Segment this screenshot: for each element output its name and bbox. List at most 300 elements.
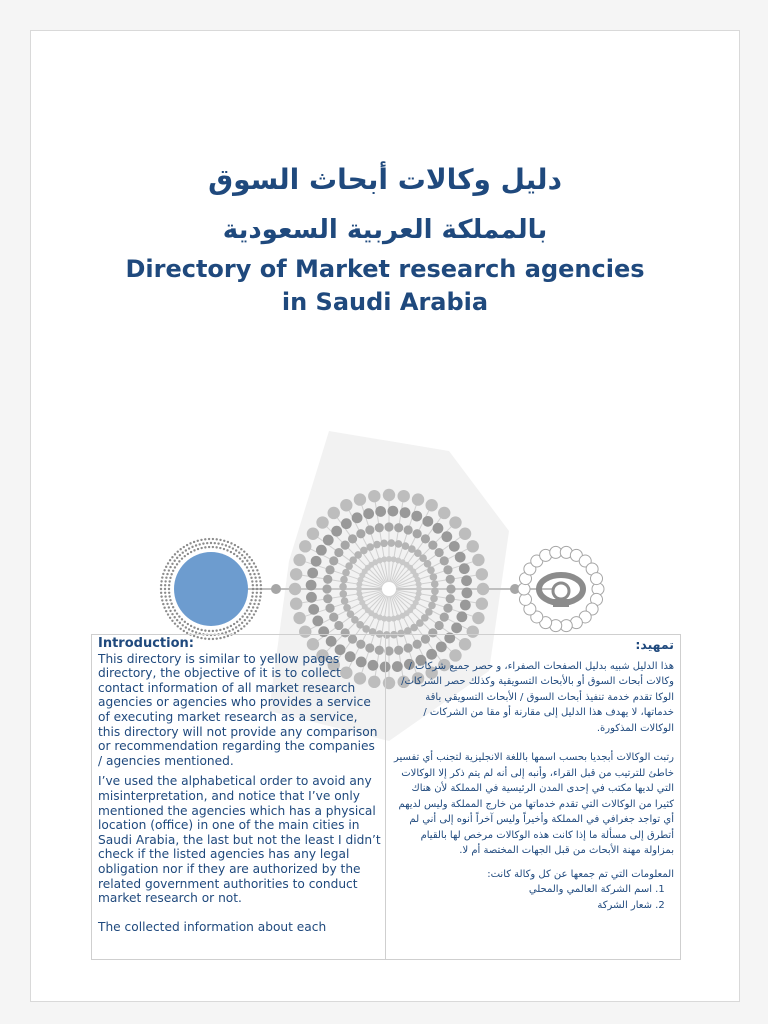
ring-dot: [235, 549, 237, 551]
introduction-panel: [91, 634, 681, 960]
burst-dot: [462, 587, 473, 598]
ring-dot: [239, 557, 241, 559]
burst-dot: [413, 529, 422, 538]
ring-dot: [254, 599, 256, 601]
intro-para-en: The collected information about each: [98, 919, 327, 934]
ring-dot: [160, 584, 162, 586]
burst-dot: [461, 575, 472, 586]
ring-dot: [182, 624, 184, 626]
ring-dot: [259, 595, 261, 597]
ring-dot: [165, 577, 167, 579]
ring-dot: [181, 557, 183, 559]
burst-dot: [334, 621, 343, 630]
ring-dot: [165, 566, 167, 568]
burst-dot: [323, 535, 334, 546]
ring-dot: [164, 595, 166, 597]
burst-dot: [323, 575, 332, 584]
ring-dot: [195, 544, 197, 546]
burst-dot: [341, 518, 352, 529]
ring-dot: [204, 629, 206, 631]
ring-dot: [246, 566, 248, 568]
burst-dot: [404, 525, 413, 534]
ring-dot: [251, 580, 253, 582]
ring-dot: [240, 548, 242, 550]
burst-dot: [422, 516, 433, 527]
burst-dot: [290, 568, 302, 580]
ring-dot: [244, 557, 246, 559]
ring-dot: [162, 573, 164, 575]
list-item: 2. شعار الشركة: [390, 898, 652, 914]
ring-dot: [171, 563, 173, 565]
burst-dot: [387, 539, 395, 547]
list-intro-ar: المعلومات التي تم جمعها عن كل وكالة كانت:: [487, 868, 674, 880]
ring-dot: [232, 628, 234, 630]
ring-dot: [184, 555, 186, 557]
ring-dot: [230, 625, 232, 627]
burst-dot: [356, 529, 365, 538]
burst-dot: [341, 597, 349, 605]
ring-dot: [169, 610, 171, 612]
burst-dot: [293, 554, 305, 566]
burst-dot: [449, 516, 461, 528]
ring-dot: [208, 630, 210, 632]
ring-dot: [248, 556, 250, 558]
ring-dot: [204, 538, 206, 540]
burst-dot: [425, 499, 437, 511]
ring-dot: [226, 549, 228, 551]
ring-dot: [244, 612, 246, 614]
ring-dot: [164, 588, 166, 590]
ring-dot: [184, 621, 186, 623]
ring-dot: [241, 554, 243, 556]
ring-dot: [246, 560, 248, 562]
burst-dot: [375, 506, 386, 517]
ring-dot: [234, 544, 236, 546]
document-page: [30, 30, 740, 1002]
ring-dot: [236, 555, 238, 557]
ring-dot: [252, 569, 254, 571]
burst-dot: [443, 604, 452, 613]
ring-dot: [173, 616, 175, 618]
column-divider: [385, 635, 386, 959]
ring-dot: [197, 628, 199, 630]
ring-dot: [169, 566, 171, 568]
burst-dot: [446, 575, 455, 584]
burst-dot: [306, 580, 317, 591]
ring-dot: [161, 599, 163, 601]
burst-dot: [460, 600, 471, 611]
burst-dot: [328, 507, 340, 519]
ring-dot: [243, 625, 245, 627]
burst-dot: [325, 604, 334, 613]
ring-dot: [228, 630, 230, 632]
title-arabic-line1: دليل وكالات أبحاث السوق: [208, 163, 562, 196]
ring-dot: [246, 616, 248, 618]
ring-dot: [227, 541, 229, 543]
ring-dot: [183, 546, 185, 548]
ring-dot: [174, 553, 176, 555]
ring-dot: [186, 544, 188, 546]
burst-dot: [368, 490, 380, 502]
ring-dot: [216, 538, 218, 540]
ring-dot: [212, 546, 214, 548]
burst-dot: [340, 499, 352, 511]
burst-dot: [311, 556, 322, 567]
ring-dot: [177, 625, 179, 627]
ring-dot: [260, 584, 262, 586]
ring-dot: [162, 603, 164, 605]
telephone-icon: [539, 575, 583, 607]
ring-dot: [173, 560, 175, 562]
ring-dot: [258, 599, 260, 601]
ring-dot: [230, 551, 232, 553]
ring-dot: [174, 622, 176, 624]
ring-dot: [232, 547, 234, 549]
ring-dot: [219, 539, 221, 541]
ring-dot: [226, 626, 228, 628]
ring-dot: [202, 542, 204, 544]
burst-dot: [325, 565, 334, 574]
burst-dot: [456, 611, 467, 622]
ring-dot: [244, 563, 246, 565]
ring-dot: [253, 573, 255, 575]
ring-dot: [164, 580, 166, 582]
burst-dot: [421, 534, 430, 543]
ring-dot: [191, 630, 193, 632]
ring-dot: [255, 595, 257, 597]
ring-dot: [255, 566, 257, 568]
ring-dot: [174, 566, 176, 568]
burst-dot: [443, 565, 452, 574]
ring-dot: [167, 613, 169, 615]
ring-dot: [237, 630, 239, 632]
ring-dot: [214, 542, 216, 544]
burst-dot: [334, 548, 343, 557]
burst-dot: [366, 543, 374, 551]
ring-dot: [170, 603, 172, 605]
ring-dot: [163, 569, 165, 571]
burst-dot: [412, 493, 424, 505]
list-item: 1. اسم الشركة العالمي والمحلي: [390, 882, 652, 898]
ring-dot: [250, 610, 252, 612]
burst-dot: [431, 587, 439, 595]
ring-dot: [221, 543, 223, 545]
burst-dot: [289, 583, 301, 595]
ring-dot: [233, 553, 235, 555]
ring-dot: [189, 542, 191, 544]
ring-dot: [228, 546, 230, 548]
burst-dot: [316, 516, 328, 528]
burst-dot: [477, 583, 489, 595]
burst-dot: [446, 594, 455, 603]
ring-dot: [246, 609, 248, 611]
connector-dot: [271, 584, 281, 594]
ring-dot: [248, 570, 250, 572]
burst-dot: [307, 568, 318, 579]
ring-dot: [251, 595, 253, 597]
burst-dot: [340, 576, 348, 584]
burst-dot: [440, 613, 449, 622]
burst-dot: [308, 604, 319, 615]
ring-dot: [160, 580, 162, 582]
ring-dot: [176, 557, 178, 559]
burst-dot: [331, 526, 342, 537]
info-list-ar: [390, 882, 674, 913]
burst-dot: [299, 540, 311, 552]
burst-dot: [348, 534, 357, 543]
ring-dot: [160, 595, 162, 597]
burst-dot: [339, 583, 347, 591]
burst-dot: [398, 490, 410, 502]
ring-dot: [241, 560, 243, 562]
ring-dot: [206, 542, 208, 544]
intro-para-ar: رتبت الوكالات أبجديا بحسب اسمها باللغة الانجليزية لتجنب أي تفسير خاطئ للترتيب من قبل القراء، وأنبه إلى أنه لم يتم ذكر إلا الوكالات التي لديها مكتب في إحدى المدن الرئيسية في المملكة لأن هناك كثيرا من الوكالات التي تقدم خدماتها من خارج المملكة وليس لديهم أي تواجد جغرافي في المملكة وأخيراً وليس آخراً أنوه إلى أني لم أتطرق إلى مسألة ما إذا كانت هذه الوكالات مرخص لها بالقيام بمزاولة مهنة الأبحاث من قبل الجهات المختصة أم لا.: [394, 752, 674, 856]
ring-dot: [168, 606, 170, 608]
ring-dot: [200, 629, 202, 631]
ring-dot: [177, 550, 179, 552]
ring-dot: [163, 606, 165, 608]
ring-dot: [223, 548, 225, 550]
ring-dot: [161, 576, 163, 578]
ring-dot: [238, 551, 240, 553]
ring-dot: [252, 588, 254, 590]
ring-dot: [240, 628, 242, 630]
ring-dot: [252, 592, 254, 594]
intro-para-ar: هذا الدليل شبيه بدليل الصفحات الصفراء، و حصر جميع شركات / وكالات أبحاث السوق أو بالأبحاث التسويقية وكذلك حصر الشركات/الوكا تقدم خدمة تنفيذ أبحاث السوق / الأبحاث التسويقي باقة خدماتها، لا يهدف هذا الدليل إلى مقارنة أو مقا من الشركات / الوكالات المذكورة.: [401, 660, 674, 734]
ring-dot: [199, 543, 201, 545]
burst-dot: [400, 507, 411, 518]
ring-dot: [178, 560, 180, 562]
ring-dot: [190, 625, 192, 627]
burst-dot: [329, 556, 338, 565]
ring-dot: [251, 559, 253, 561]
introduction-arabic: [390, 637, 674, 913]
ring-dot: [256, 588, 258, 590]
intro-heading-ar: تمهيد:: [635, 637, 674, 652]
ring-dot: [253, 603, 255, 605]
burst-dot: [293, 612, 305, 624]
ring-dot: [257, 603, 259, 605]
ring-dot: [237, 546, 239, 548]
ring-dot: [255, 610, 257, 612]
ring-dot: [166, 573, 168, 575]
ring-dot: [170, 573, 172, 575]
ring-dot: [164, 592, 166, 594]
ring-dot: [193, 541, 195, 543]
burst-dot: [428, 541, 437, 550]
burst-dot: [384, 522, 393, 531]
ring-dot: [212, 630, 214, 632]
ring-dot: [223, 540, 225, 542]
burst-dot: [375, 523, 384, 532]
ring-dot: [256, 569, 258, 571]
burst-dot: [322, 584, 331, 593]
ring-dot: [168, 595, 170, 597]
ring-dot: [204, 546, 206, 548]
ring-dot: [249, 573, 251, 575]
ring-dot: [168, 584, 170, 586]
ring-dot: [215, 629, 217, 631]
ring-dot: [246, 553, 248, 555]
ring-dot: [233, 623, 235, 625]
ring-dot: [253, 613, 255, 615]
ring-dot: [239, 618, 241, 620]
ring-dot: [165, 599, 167, 601]
burst-dot: [441, 531, 452, 542]
ring-dot: [251, 617, 253, 619]
ring-dot: [246, 622, 248, 624]
ring-dot: [172, 606, 174, 608]
burst-dot: [455, 552, 466, 563]
ring-dot: [254, 577, 256, 579]
burst-dot: [435, 548, 444, 557]
blue-circle: [174, 552, 248, 626]
burst-dot: [352, 512, 363, 523]
ring-dot: [185, 549, 187, 551]
burst-dot: [476, 598, 488, 610]
ring-dot: [178, 615, 180, 617]
ring-dot: [176, 612, 178, 614]
burst-dot: [290, 598, 302, 610]
burst-dot: [343, 604, 351, 612]
ring-dot: [219, 547, 221, 549]
burst-dot: [472, 612, 484, 624]
burst-dot: [430, 573, 438, 581]
ring-dot: [171, 613, 173, 615]
ring-dot: [208, 538, 210, 540]
burst-dot: [416, 581, 422, 587]
burst-dot: [440, 556, 449, 565]
ring-dot: [260, 588, 262, 590]
ring-dot: [225, 544, 227, 546]
ring-dot: [200, 539, 202, 541]
ring-dot: [193, 626, 195, 628]
burst-dot: [387, 506, 398, 517]
burst-dot: [476, 568, 488, 580]
burst-dot: [451, 622, 462, 633]
ring-dot: [248, 613, 250, 615]
ring-dot: [183, 630, 185, 632]
burst-dot: [438, 507, 450, 519]
ring-dot: [250, 566, 252, 568]
ring-dot: [179, 622, 181, 624]
burst-dot: [380, 539, 388, 547]
ring-dot: [191, 546, 193, 548]
burst-dot: [354, 493, 366, 505]
ring-dot: [212, 538, 214, 540]
ring-dot: [223, 628, 225, 630]
ring-dot: [208, 546, 210, 548]
intro-para-en: This directory is similar to yellow pages directory, the objective of it is to collect contact information of all market research agencies or agencies who provides a service of executing market research as a service, this directory will not provide any comparison or recommendation regarding the companies / agencies mentioned.: [98, 651, 378, 768]
ring-dot: [248, 563, 250, 565]
ring-dot: [235, 626, 237, 628]
ring-dot: [187, 623, 189, 625]
ring-dot: [250, 599, 252, 601]
ring-dot: [160, 588, 162, 590]
ring-dot: [176, 619, 178, 621]
ring-dot: [188, 547, 190, 549]
ring-dot: [165, 610, 167, 612]
ring-dot: [252, 606, 254, 608]
burst-dot: [365, 525, 374, 534]
ring-dot: [171, 556, 173, 558]
ring-dot: [168, 569, 170, 571]
burst-dot: [430, 595, 438, 603]
ring-dot: [174, 609, 176, 611]
ring-dot: [219, 629, 221, 631]
title-english-line1: Directory of Market research agencies: [125, 255, 645, 283]
ring-dot: [248, 606, 250, 608]
ring-dot: [169, 599, 171, 601]
intro-heading-en: Introduction:: [98, 636, 194, 651]
burst-dot: [342, 569, 350, 577]
burst-dot: [383, 489, 395, 501]
ring-dot: [256, 584, 258, 586]
burst-dot: [459, 528, 471, 540]
ring-dot: [168, 580, 170, 582]
burst-dot: [427, 566, 435, 574]
ring-dot: [168, 592, 170, 594]
burst-dot: [394, 523, 403, 532]
ring-dot: [236, 621, 238, 623]
burst-dot: [323, 594, 332, 603]
ring-dot: [230, 542, 232, 544]
ring-dot: [188, 628, 190, 630]
burst-dot: [316, 545, 327, 556]
ring-dot: [250, 577, 252, 579]
ring-circle: [591, 573, 603, 585]
ring-dot: [169, 577, 171, 579]
ring-dot: [172, 570, 174, 572]
ring-dot: [200, 547, 202, 549]
ring-dot: [241, 615, 243, 617]
burst-center: [382, 582, 396, 596]
ring-dot: [169, 559, 171, 561]
ring-dot: [238, 624, 240, 626]
burst-dot: [402, 542, 410, 550]
ring-dot: [248, 620, 250, 622]
burst-dot: [395, 540, 403, 548]
ring-dot: [179, 628, 181, 630]
ring-dot: [257, 573, 259, 575]
ring-dot: [190, 551, 192, 553]
ring-dot: [167, 562, 169, 564]
burst-dot: [446, 584, 455, 593]
ring-dot: [179, 554, 181, 556]
ring-dot: [187, 553, 189, 555]
ring-dot: [249, 603, 251, 605]
ring-dot: [215, 546, 217, 548]
burst-dot: [433, 523, 444, 534]
ring-dot: [176, 563, 178, 565]
burst-dot: [449, 541, 460, 552]
ring-dot: [259, 580, 261, 582]
intro-para-en: I’ve used the alphabetical order to avoid any misinterpretation, and notice that I’ve only mentioned the agencies which has a physical location (office) in one of the main cities in Saudi Arabia, the last but not the least I didn’t check if the listed agencies has any legal obligation nor if they are authorized by the related government authorities to conduct market research or not.: [98, 774, 381, 906]
ring-dot: [256, 606, 258, 608]
ring-dot: [168, 588, 170, 590]
ring-dot: [182, 551, 184, 553]
burst-dot: [428, 602, 436, 610]
burst-dot: [363, 508, 374, 519]
burst-dot: [329, 613, 338, 622]
ring-dot: [256, 592, 258, 594]
ring-dot: [243, 550, 245, 552]
ring-dot: [258, 576, 260, 578]
ring-dot: [181, 618, 183, 620]
burst-dot: [312, 615, 323, 626]
burst-dot: [472, 554, 484, 566]
ring-dot: [241, 622, 243, 624]
